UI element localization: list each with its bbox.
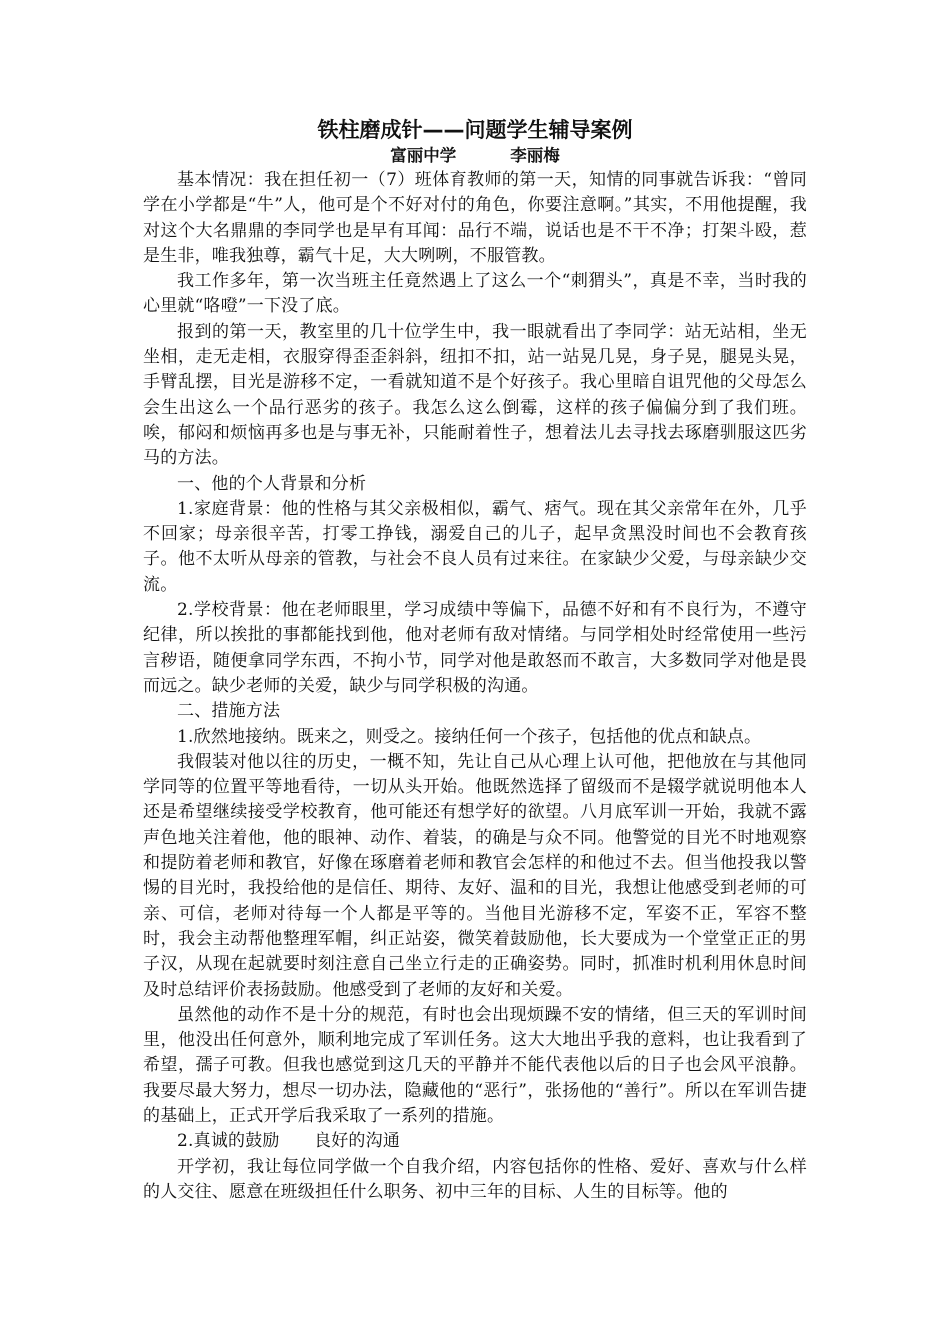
paragraph: 1.家庭背景：他的性格与其父亲极相似，霸气、痞气。现在其父亲常年在外，几乎不回家；母亲很辛苦，打零工挣钱，溺爱自己的儿子，起早贪黑没时间也不会教育孩子。他不太听从母亲的管教，与社会不良人员有过来往。在家缺少父爱，与母亲缺少交流。	[143, 498, 807, 595]
paragraph: 报到的第一天，教室里的几十位学生中，我一眼就看出了李同学：站无站相，坐无坐相，走无走相，衣服穿得歪歪斜斜，纽扣不扣，站一站晃几晃，身子晃，腿晃头晃，手臂乱摆，目光是游移不定，一看就知道不是个好孩子。我心里暗自诅咒他的父母怎么会生出这么一个品行恶劣的孩子。我怎么这么倒霉，这样的孩子偏偏分到了我们班。唉，郁闷和烦恼再多也是与事无补，只能耐着性子，想着法儿去寻找去琢磨驯服这匹劣马的方法。	[143, 321, 807, 469]
paragraph: 2.学校背景：他在老师眼里，学习成绩中等偏下，品德不好和有不良行为，不遵守纪律，所以挨批的事都能找到他，他对老师有敌对情绪。与同学相处时经常使用一些污言秽语，随便拿同学东西，不拘小节，同学对他是敢怒而不敢言，大多数同学对他是畏而远之。缺少老师的关爱，缺少与同学积极的沟通。	[143, 600, 807, 696]
paragraph: 1.欣然地接纳。既来之，则受之。接纳任何一个孩子，包括他的优点和缺点。	[177, 726, 762, 747]
paragraph: 基本情况：我在担任初一（7）班体育教师的第一天，知情的同事就告诉我：“曾同学在小学都是“牛”人，他可是个不好对付的角色，你要注意啊。”其实，不用他提醒，我对这个大名鼎鼎的李同学也是早有耳闻：品行不端，说话也是不干不净；打架斗殴，惹是生非，唯我独尊，霸气十足，大大咧咧，不服管教。	[143, 170, 807, 266]
paragraph: 虽然他的动作不是十分的规范，有时也会出现烦躁不安的情绪，但三天的军训时间里，他没出任何意外，顺利地完成了军训任务。这大大地出乎我的意料，也让我看到了希望，孺子可教。但我也感觉到这几天的平静并不能代表他以后的日子也会风平浪静。我要尽最大努力，想尽一切办法，隐藏他的“恶行”，张扬他的“善行”。所以在军训告捷的基础上，正式开学后我采取了一系列的措施。	[143, 1004, 807, 1126]
paragraph: 开学初，我让每位同学做一个自我介绍，内容包括你的性格、爱好、喜欢与什么样的人交往、愿意在班级担任什么职务、初中三年的目标、人生的目标等。他的	[143, 1156, 807, 1202]
paragraph: 我假装对他以往的历史，一概不知，先让自己从心理上认可他，把他放在与其他同学同等的位置平等地看待，一切从头开始。他既然选择了留级而不是辍学就说明他本人还是希望继续接受学校教育，他可能还有想学好的欲望。八月底军训一开始，我就不露声色地关注着他，他的眼神、动作、着装，的确是与众不同。他警觉的目光不时地观察和提防着老师和教官，好像在琢磨着老师和教官会怎样的和他过不去。但当他投我以警惕的目光时，我投给他的是信任、期待、友好、温和的目光，我想让他感受到老师的可亲、可信，老师对待每一个人都是平等的。当他目光游移不定，军姿不正，军容不整时，我会主动帮他整理军帽，纠正站姿，微笑着鼓励他，长大要成为一个堂堂正正的男子汉，从现在起就要时刻注意自己坐立行走的正确姿势。同时，抓准时机利用休息时间及时总结评价表扬鼓励。他感受到了老师的友好和关爱。	[143, 751, 807, 1000]
section-heading: 二、措施方法	[177, 701, 281, 722]
document-title: 铁柱磨成针——问题学生辅导案例	[317, 118, 633, 142]
section-heading: 一、他的个人背景和分析	[177, 473, 367, 494]
document-body	[143, 168, 807, 1205]
author-name: 李丽梅	[510, 146, 560, 165]
subsection-heading: 2.真诚的鼓励 良好的沟通	[177, 1131, 401, 1152]
byline	[143, 144, 807, 168]
document-page	[143, 116, 807, 1205]
school-name: 富丽中学	[390, 146, 457, 165]
paragraph: 我工作多年，第一次当班主任竟然遇上了这么一个“刺猬头”，真是不幸，当时我的心里就“咯噔”一下没了底。	[143, 271, 807, 317]
